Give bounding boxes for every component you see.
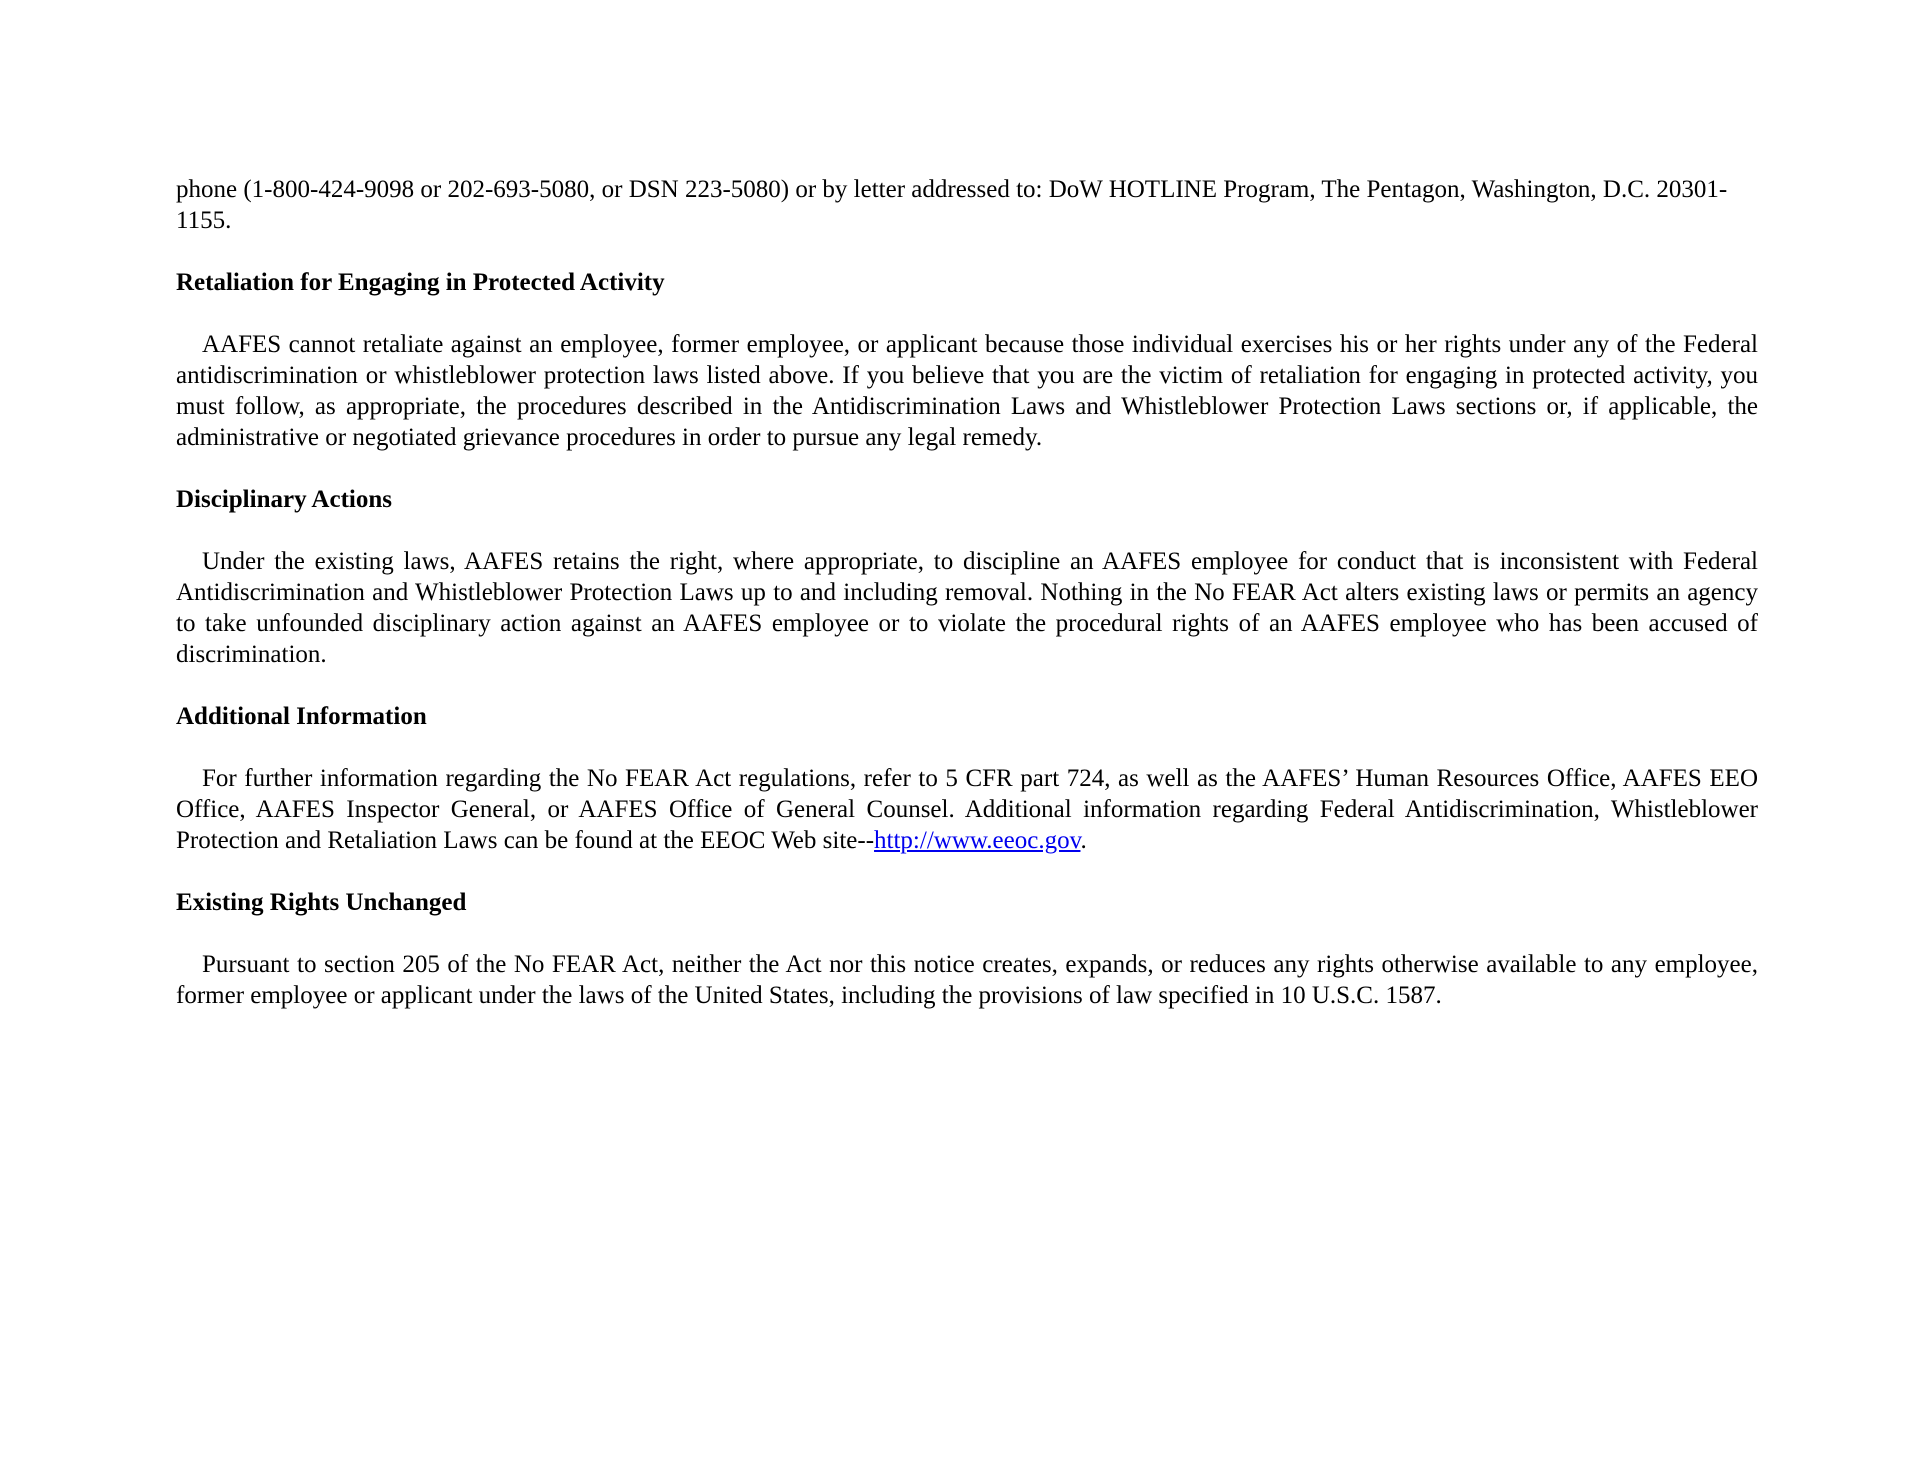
section-heading-retaliation: Retaliation for Engaging in Protected Activity — [176, 269, 665, 296]
section-heading-disciplinary: Disciplinary Actions — [176, 486, 392, 513]
intro-paragraph: phone (1-800-424-9098 or 202-693-5080, or DSN 223-5080) or by letter addressed to: DoW HOTLINE Program, The Pentagon, Washington, D.C. 20301-1155. — [176, 176, 1728, 234]
spacer — [176, 732, 1758, 763]
additional-info-period: . — [1080, 827, 1087, 854]
document-body — [176, 174, 1758, 1011]
section-body-additional-info — [176, 763, 1758, 856]
spacer — [176, 856, 1758, 887]
section-heading-additional-info: Additional Information — [176, 703, 427, 730]
spacer — [176, 453, 1758, 484]
section-body-disciplinary: Under the existing laws, AAFES retains the right, where appropriate, to discipline an AAFES employee for conduct that is inconsistent with Federal Antidiscrimination and Whistleblower Protection Laws up to and including removal. Nothing in the No FEAR Act alters existing laws or permits an agency to take unfounded disciplinary action against an AAFES employee or to violate the procedural rights of an AAFES employee who has been accused of discrimination. — [176, 548, 1758, 668]
spacer — [176, 298, 1758, 329]
section-heading-existing-rights: Existing Rights Unchanged — [176, 889, 467, 916]
section-body-retaliation: AAFES cannot retaliate against an employee, former employee, or applicant because those individual exercises his or her rights under any of the Federal antidiscrimination or whistleblower protection laws listed above. If you believe that you are the victim of retaliation for engaging in protected activity, you must follow, as appropriate, the procedures described in the Antidiscrimination Laws and Whistleblower Protection Laws sections or, if applicable, the administrative or negotiated grievance procedures in order to pursue any legal remedy. — [176, 331, 1758, 451]
spacer — [176, 918, 1758, 949]
spacer — [176, 670, 1758, 701]
section-body-existing-rights: Pursuant to section 205 of the No FEAR Act, neither the Act nor this notice creates, expands, or reduces any rights otherwise available to any employee, former employee or applicant under the laws of the United States, including the provisions of law specified in 10 U.S.C. 1587. — [176, 951, 1758, 1009]
eeoc-website-link[interactable]: http://www.eeoc.gov — [874, 827, 1081, 854]
additional-info-text: For further information regarding the No FEAR Act regulations, refer to 5 CFR part 724, as well as the AAFES’ Human Resources Office, AAFES EEO Office, AAFES Inspector General, or AAFES Office of General Counsel. Additional information regarding Federal Antidiscrimination, Whistleblower Protection and Retaliation Laws can be found at the EEOC Web site-- — [176, 765, 1758, 854]
spacer — [176, 236, 1758, 267]
spacer — [176, 515, 1758, 546]
